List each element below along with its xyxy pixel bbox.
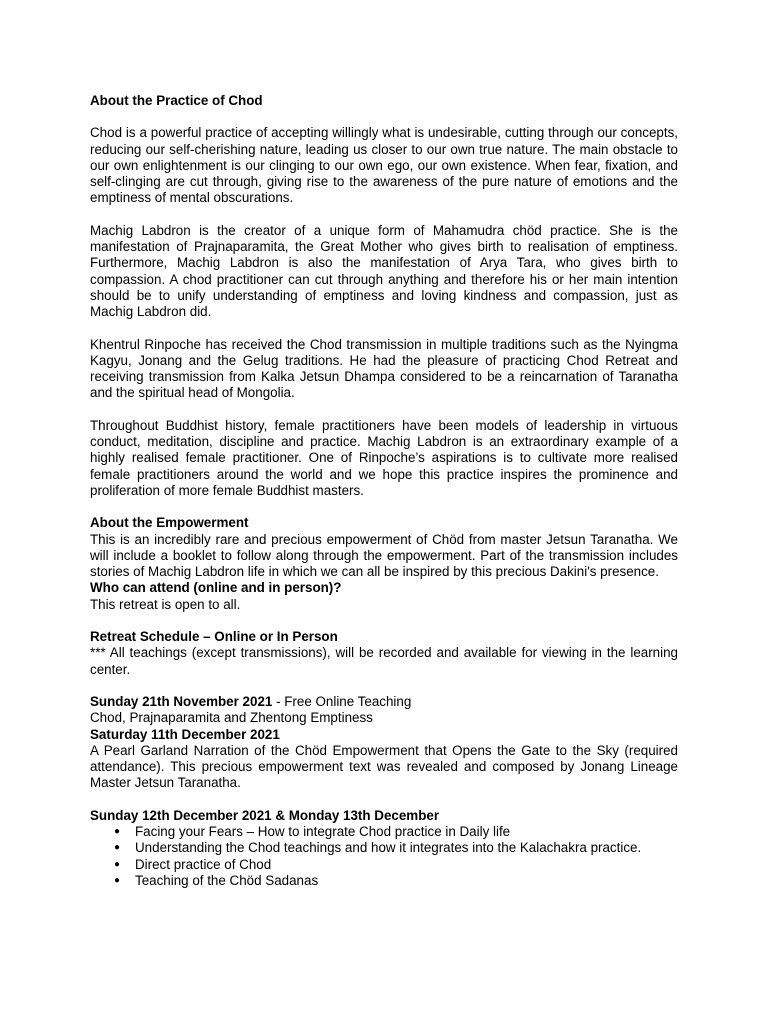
list-item [90,857,678,873]
schedule-day3-date: Sunday 12th December 2021 & Monday 13th December [90,807,440,823]
paragraph-khentrul-rinpoche: Khentrul Rinpoche has received the Chod transmission in multiple traditions such as the Nyingma Kagyu, Jonang and the Gelug traditions. He had the pleasure of practicing Chod Retreat and receiving transmission from Kalka Jetsun Dhampa considered to be a reincarnation of Taranatha and the spiritual head of Mongolia. [90,336,678,401]
bullet-icon: ● [114,825,121,837]
schedule-day1-suffix: - Free Online Teaching [272,693,412,709]
bullet-icon: ● [114,842,121,854]
bullet-icon: ● [114,874,121,886]
list-item [90,873,678,889]
list-item-text: Understanding the Chod teachings and how it integrates into the Kalachakra practice. [135,840,642,856]
bullet-icon: ● [114,858,121,870]
list-item-text: Facing your Fears – How to integrate Chod practice in Daily life [135,823,511,839]
schedule-day1-date: Sunday 21th November 2021 [90,693,273,709]
list-item [90,840,678,856]
empowerment-heading: About the Empowerment [90,515,249,531]
paragraph-female-practitioners: Throughout Buddhist history, female practitioners have been models of leadership in virtuous conduct, meditation, discipline and practice. Machig Labdron is an extraordinary example of a highly realised female practitioner. One of Rinpoche’s aspirations is to cultivate more realised female practitioners around the world and we hope this practice inspires the prominence and proliferation of more female Buddhist masters. [90,417,678,498]
schedule-day1-desc: Chod, Prajnaparamita and Zhentong Emptiness [90,710,373,726]
attend-heading: Who can attend (online and in person)? [90,580,342,596]
paragraph-machig-labdron: Machig Labdron is the creator of a unique form of Mahamudra chöd practice. She is the manifestation of Prajnaparamita, the Great Mother who gives birth to realisation of emptiness. Furthermore, Machig Labdron is also the manifestation of Arya Tara, who gives birth to compassion. A chod practitioner can cut through anything and therefore his or her main intention should be to unify understanding of emptiness and loving kindness and compassion, just as Machig Labdron did. [90,222,678,320]
schedule-heading: Retreat Schedule – Online or In Person [90,629,338,645]
schedule-day3-list [90,824,678,889]
schedule-day2-date: Saturday 11th December 2021 [90,726,280,742]
schedule-day1 [90,694,678,710]
paragraph-chod-intro: Chod is a powerful practice of accepting willingly what is undesirable, cutting through our concepts, reducing our self-cherishing nature, leading us closer to our own true nature. The main obstacle to our own enlightenment is our clinging to our own ego, our own existence. When fear, fixation, and self-clinging are cut through, giving rise to the awareness of the pure nature of emotions and the emptiness of mental obscurations. [90,125,678,206]
schedule-day2-desc: A Pearl Garland Narration of the Chöd Empowerment that Opens the Gate to the Sky (required attendance). This precious empowerment text was revealed and composed by Jonang Lineage Master Jetsun Taranatha. [90,742,678,791]
document-title: About the Practice of Chod [90,93,263,108]
schedule-note: *** All teachings (except transmissions), will be recorded and available for viewing in the learning center. [90,645,678,677]
list-item-text: Direct practice of Chod [135,856,272,872]
list-item-text: Teaching of the Chöd Sadanas [135,872,319,888]
list-item [90,824,678,840]
empowerment-text: This is an incredibly rare and precious empowerment of Chöd from master Jetsun Taranatha. We will include a booklet to follow along through the empowerment. Part of the transmission includes stories of Machig Labdron life in which we can all be inspired by this precious Dakini's presence. [90,531,678,580]
attend-text: This retreat is open to all. [90,596,241,612]
